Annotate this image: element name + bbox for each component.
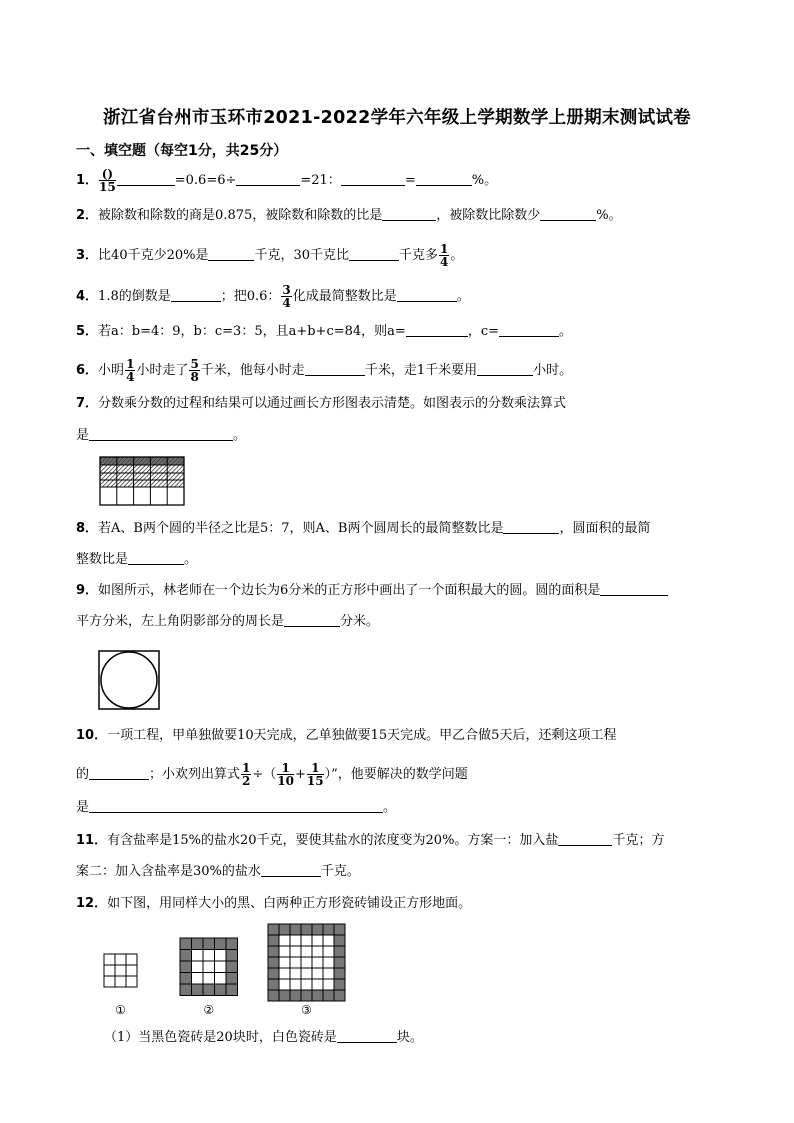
answer-blank[interactable]: [117, 171, 175, 186]
black-tile: [334, 979, 345, 990]
black-tile: [180, 938, 192, 950]
white-tile: [323, 979, 334, 990]
rectangle-fraction-diagram: [99, 456, 185, 506]
black-tile: [268, 924, 279, 935]
black-tile: [203, 984, 215, 996]
white-tile: [203, 961, 215, 973]
white-tile: [279, 968, 290, 979]
question-11: 11．有含盐率是15%的盐水20千克，要使其盐水的浓度变为20%。方案一：加入盐 千克；方: [76, 833, 665, 848]
black-tile: [290, 924, 301, 935]
white-tile: [323, 957, 334, 968]
answer-blank[interactable]: [349, 246, 399, 261]
answer-blank[interactable]: [416, 171, 472, 186]
black-tile: [301, 924, 312, 935]
figure-label: ③: [301, 1003, 312, 1017]
white-tile: [192, 961, 204, 973]
question-10-line3: 是 。: [76, 800, 397, 815]
question-12-sub1: （1）当黑色瓷砖是20块时，白色瓷砖是 块。: [104, 1030, 423, 1045]
white-tile: [104, 965, 115, 976]
black-tile: [226, 961, 238, 973]
black-tile: [268, 935, 279, 946]
white-tile: [290, 979, 301, 990]
answer-blank[interactable]: [284, 612, 340, 627]
black-tile: [180, 984, 192, 996]
fraction: $\frac{5}{8}$: [190, 357, 199, 384]
black-tile: [312, 990, 323, 1001]
black-tile: [192, 984, 204, 996]
black-tile: [334, 946, 345, 957]
fraction: $\frac{()}{15}$: [99, 167, 116, 194]
white-tile: [301, 946, 312, 957]
fraction: $\frac{3}{4}$: [282, 283, 291, 310]
question-1: 1． $\frac{()}{15}$ =0.6=6÷ =21： = %。: [76, 167, 498, 194]
question-10-line2: 的 ；小欢列出算式 $\frac{1}{2}$ ÷（ $\frac{1}{10}$ + $\frac{1}{15}$ ）”，他要解决的数学问题: [76, 761, 468, 788]
black-tile: [180, 961, 192, 973]
fraction: $\frac{1}{15}$: [306, 761, 324, 788]
fraction: $\frac{1}{4}$: [126, 357, 135, 384]
question-6: 6．小明 $\frac{1}{4}$ 小时走了 $\frac{5}{8}$ 千米，他每小时走 千米，走1千米要用 小时。: [76, 357, 573, 384]
black-tile: [334, 990, 345, 1001]
fraction: $\frac{1}{4}$: [440, 242, 449, 269]
black-tile: [268, 957, 279, 968]
question-3: 3．比40千克少20%是 千克，30千克比 千克多 $\frac{1}{4}$ 。: [76, 242, 464, 269]
white-tile: [279, 935, 290, 946]
white-tile: [192, 973, 204, 985]
white-tile: [312, 979, 323, 990]
white-tile: [203, 973, 215, 985]
white-tile: [115, 954, 126, 965]
black-tile: [180, 973, 192, 985]
black-tile: [226, 973, 238, 985]
answer-blank[interactable]: [89, 765, 149, 780]
answer-blank[interactable]: [305, 361, 365, 376]
black-tile: [180, 950, 192, 962]
page-title: 浙江省台州市玉环市2021-2022学年六年级上学期数学上册期末测试试卷: [103, 108, 691, 128]
black-tile: [226, 938, 238, 950]
white-tile: [126, 954, 137, 965]
answer-blank[interactable]: [128, 550, 184, 565]
white-tile: [301, 968, 312, 979]
white-tile: [323, 946, 334, 957]
answer-blank[interactable]: [171, 287, 221, 302]
answer-blank[interactable]: [503, 519, 559, 534]
figure-label: ①: [115, 1003, 126, 1017]
black-tile: [323, 990, 334, 1001]
black-tile: [334, 968, 345, 979]
answer-blank[interactable]: [558, 831, 612, 846]
answer-blank[interactable]: [337, 1028, 397, 1043]
black-tile: [290, 990, 301, 1001]
white-tile: [279, 979, 290, 990]
black-tile: [312, 924, 323, 935]
white-tile: [301, 979, 312, 990]
question-11-line2: 案二：加入含盐率是30%的盐水 千克。: [76, 864, 360, 879]
white-tile: [323, 968, 334, 979]
answer-blank[interactable]: [208, 246, 254, 261]
answer-blank[interactable]: [382, 206, 436, 221]
answer-blank[interactable]: [261, 862, 321, 877]
white-tile: [323, 935, 334, 946]
white-tile: [290, 946, 301, 957]
black-tile: [279, 924, 290, 935]
answer-blank[interactable]: [540, 206, 596, 221]
black-tile: [192, 938, 204, 950]
tile-pattern-diagram: [96, 920, 356, 1020]
question-2: 2．被除数和除数的商是0.875，被除数和除数的比是 ，被除数比除数少 %。: [76, 208, 622, 223]
white-tile: [192, 950, 204, 962]
white-tile: [115, 965, 126, 976]
black-tile: [226, 984, 238, 996]
answer-blank[interactable]: [600, 581, 668, 596]
white-tile: [312, 946, 323, 957]
white-tile: [104, 976, 115, 987]
white-tile: [126, 976, 137, 987]
white-tile: [301, 957, 312, 968]
black-tile: [203, 938, 215, 950]
answer-blank[interactable]: [406, 322, 468, 337]
white-tile: [279, 957, 290, 968]
question-12: 12．如下图，用同样大小的黑、白两种正方形瓷砖铺设正方形地面。: [76, 896, 472, 911]
question-5: 5．若a：b=4：9，b：c=3：5，且a+b+c=84，则a= ，c= 。: [76, 324, 573, 339]
fraction: $\frac{1}{10}$: [277, 761, 294, 788]
black-tile: [268, 968, 279, 979]
black-tile: [215, 984, 227, 996]
white-tile: [290, 957, 301, 968]
black-tile: [268, 946, 279, 957]
white-tile: [104, 954, 115, 965]
answer-blank[interactable]: [477, 361, 533, 376]
answer-blank[interactable]: [397, 287, 457, 302]
white-tile: [126, 965, 137, 976]
white-tile: [115, 976, 126, 987]
question-9: 9．如图所示，林老师在一个边长为6分米的正方形中画出了一个面积最大的圆。圆的面积是: [76, 581, 668, 601]
white-tile: [290, 935, 301, 946]
question-10: 10．一项工程，甲单独做要10天完成，乙单独做要15天完成。甲乙合做5天后，还剩这项工程: [76, 728, 617, 743]
question-4: 4．1.8的倒数是 ；把0.6： $\frac{3}{4}$ 化成最简整数比是 。: [76, 283, 470, 310]
question-8: 8．若A、B两个圆的半径之比是5：7，则A、B两个圆周长的最简整数比是 ，圆面积的最简: [76, 521, 651, 536]
white-tile: [215, 973, 227, 985]
question-7: 7．分数乘分数的过程和结果可以通过画长方形图表示清楚。如图表示的分数乘法算式: [76, 396, 567, 411]
white-tile: [290, 968, 301, 979]
black-tile: [215, 938, 227, 950]
black-tile: [226, 950, 238, 962]
white-tile: [312, 957, 323, 968]
answer-blank[interactable]: [236, 171, 300, 186]
white-tile: [301, 935, 312, 946]
black-tile: [323, 924, 334, 935]
black-tile: [268, 979, 279, 990]
answer-blank[interactable]: [89, 426, 233, 441]
black-tile: [334, 935, 345, 946]
white-tile: [215, 950, 227, 962]
black-tile: [268, 990, 279, 1001]
white-tile: [279, 946, 290, 957]
white-tile: [312, 935, 323, 946]
answer-blank[interactable]: [499, 322, 559, 337]
figure-label: ②: [203, 1003, 215, 1017]
black-tile: [301, 990, 312, 1001]
black-tile: [334, 924, 345, 935]
question-7-line2: 是 。: [76, 428, 247, 443]
white-tile: [203, 950, 215, 962]
white-tile: [215, 961, 227, 973]
question-9-line2: 平方分米，左上角阴影部分的周长是 分米。: [76, 614, 380, 629]
answer-blank[interactable]: [89, 798, 383, 813]
question-8-line2: 整数比是 。: [76, 552, 198, 567]
black-tile: [334, 957, 345, 968]
black-tile: [279, 990, 290, 1001]
fraction: $\frac{1}{2}$: [242, 761, 251, 788]
section-heading: 一、填空题（每空1分，共25分）: [76, 143, 288, 159]
white-tile: [312, 968, 323, 979]
square-circle-diagram: [98, 650, 160, 710]
answer-blank[interactable]: [341, 171, 405, 186]
